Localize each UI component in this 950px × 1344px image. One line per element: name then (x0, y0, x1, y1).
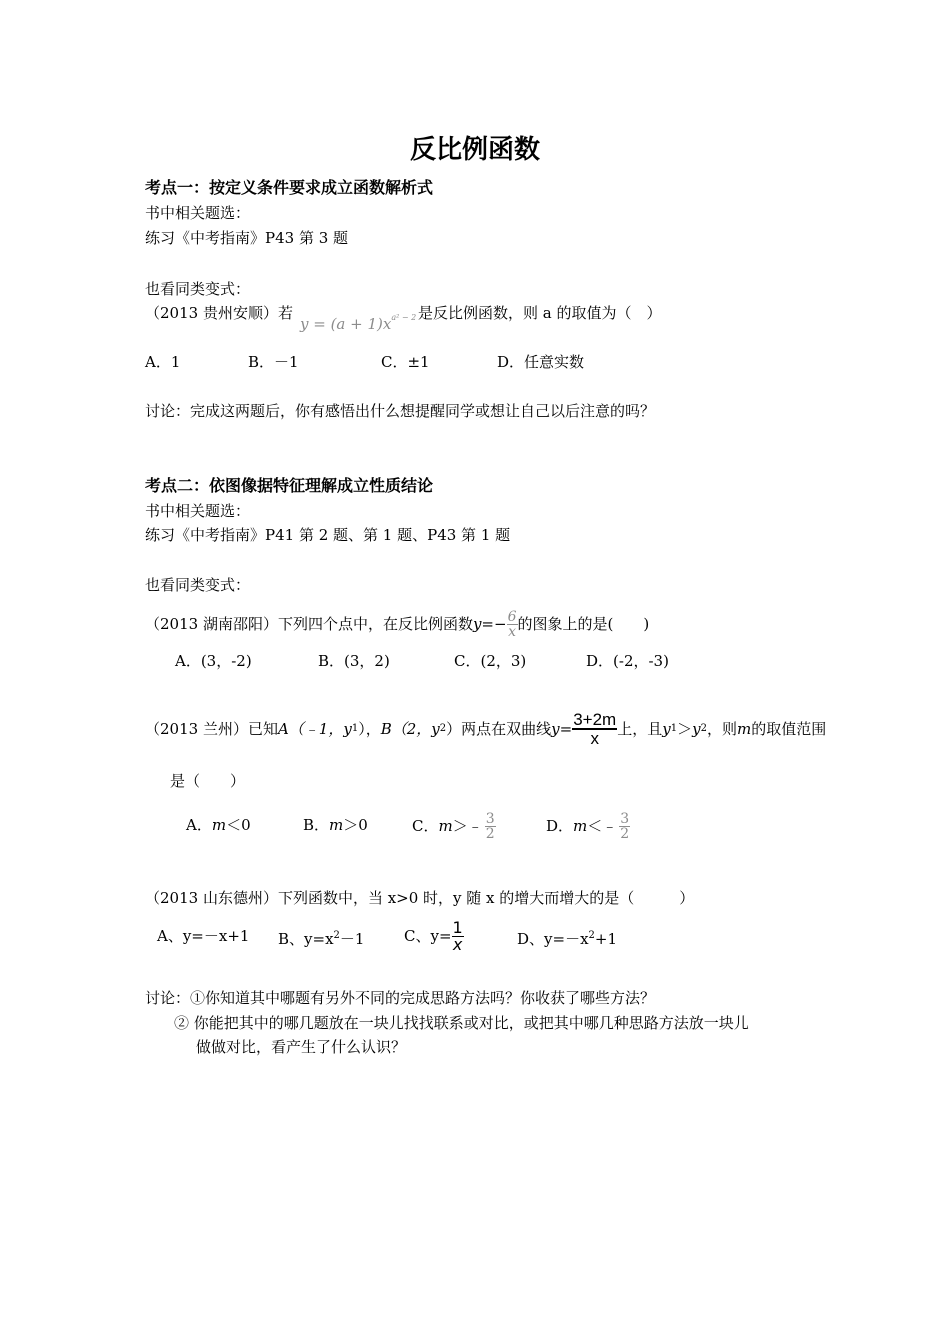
q-shaoyang-option-c: C．(2，3) (454, 652, 527, 670)
q-lanzhou-option-b-label: B． (303, 816, 330, 834)
q-shaoyang-numerator: 6 (507, 608, 517, 625)
section1-practice: 练习《中考指南》P43 第 3 题 (145, 229, 349, 247)
q-lanzhou-option-c-var: m (438, 817, 453, 835)
q-lanzhou-option-c-label: C． (412, 817, 439, 835)
q-lanzhou-option-a (186, 815, 251, 835)
q-lanzhou-prefix: （2013 兰州）已知 (145, 720, 278, 738)
q-lanzhou-option-b-rel: ＞0 (343, 816, 368, 834)
section2-variant-label: 也看同类变式： (145, 576, 251, 594)
section1-book-label: 书中相关题选： (145, 204, 251, 222)
q-lanzhou-numerator: 3+2m (573, 710, 617, 729)
section2-discussion-1: 讨论：①你知道其中哪题有另外不同的完成思路方法吗？你收获了哪些方法？ (145, 989, 656, 1007)
q-lanzhou-tail: ，则 (706, 720, 737, 738)
q-lanzhou-option-d-numerator: 3 (620, 810, 630, 827)
q-lanzhou-point-a: A（﹣1，y (277, 720, 352, 738)
q-lanzhou-line2: 是（ ） (170, 772, 246, 790)
q-shaoyang-y-eq: y=− (472, 615, 507, 633)
q-lanzhou-option-c-rel: ＞﹣ (452, 817, 483, 835)
q-lanzhou-option-c (412, 804, 496, 848)
q-lanzhou-y1-sub: 1 (670, 723, 678, 734)
q-lanzhou-tail2: 的取值范围 (751, 720, 827, 738)
q-lanzhou-option-d-denominator: 2 (620, 825, 630, 842)
q-shaoyang-option-a: A．(3，-2) (175, 652, 252, 670)
q-dezhou-option-b-pre: B、y=x (278, 930, 334, 948)
q-lanzhou-y2: y (692, 720, 701, 738)
q-dezhou-option-c (404, 913, 464, 959)
q-lanzhou-option-d-rel: ＜﹣ (587, 817, 618, 835)
q-lanzhou-option-d-var: m (573, 817, 588, 835)
section2-book-label: 书中相关题选： (145, 502, 251, 520)
q-dezhou-option-d-pre: D、y=－x (517, 930, 589, 948)
q-dezhou-option-d (517, 926, 617, 949)
q-guizhou-option-a: A．1 (145, 353, 181, 371)
section2-discussion-3: 做做对比，看产生了什么认识？ (196, 1038, 407, 1056)
q-lanzhou-denominator: x (572, 728, 617, 747)
q-dezhou-option-a: A、y=－x+1 (157, 927, 250, 945)
section1-heading: 考点一：按定义条件要求成立函数解析式 (145, 178, 434, 197)
q-dezhou-option-b (278, 926, 364, 949)
q-guizhou-option-b: B．－1 (248, 353, 299, 371)
q-lanzhou-option-d (546, 804, 630, 848)
q-shaoyang-fraction (507, 610, 518, 639)
q-lanzhou-after: 上，且 (617, 720, 663, 738)
q-guizhou-formula-body: y = (a + 1)x (300, 315, 392, 333)
page-title: 反比例函数 (409, 135, 540, 165)
q-guizhou-stem (145, 303, 293, 323)
q-dezhou-option-b-post: －1 (339, 930, 365, 948)
q-shaoyang-denominator: x (508, 623, 516, 640)
q-shaoyang-suffix: 的图象上的是( ) (517, 615, 650, 633)
q-lanzhou-y-eq: y= (551, 720, 573, 738)
q-lanzhou-option-a-var: m (211, 816, 227, 834)
q-lanzhou-y1: y (662, 720, 671, 738)
q-guizhou-suffix: 是反比例函数，则 a 的取值为（ ） (418, 304, 662, 322)
q-guizhou-prefix: （2013 贵州安顺）若 (145, 304, 293, 322)
q-lanzhou-y2-sub: 2 (700, 723, 707, 734)
q-lanzhou-option-c-denominator: 2 (485, 825, 495, 842)
q-lanzhou-fraction (572, 711, 617, 747)
q-lanzhou-option-d-label: D． (546, 817, 574, 835)
q-lanzhou-m: m (736, 720, 752, 738)
q-lanzhou-option-a-rel: ＜0 (226, 816, 251, 834)
q-dezhou-stem: （2013 山东德州）下列函数中，当 x>0 时，y 随 x 的增大而增大的是（ ） (145, 889, 695, 907)
q-lanzhou-option-c-numerator: 3 (485, 810, 495, 827)
q-lanzhou-point-b: B（2，y (380, 720, 440, 738)
q-lanzhou-stem (145, 706, 826, 752)
q-shaoyang-option-b: B．(3，2) (318, 652, 390, 670)
q-guizhou-formula (300, 313, 416, 333)
q-guizhou-option-c: C．±1 (381, 353, 430, 371)
q-dezhou-option-d-post: +1 (594, 930, 618, 948)
q-guizhou-option-d: D．任意实数 (497, 353, 585, 371)
q-lanzhou-point-a-end: ）， (358, 720, 381, 738)
section2-heading: 考点二：依图像据特征理解成立性质结论 (145, 476, 434, 495)
q-lanzhou-point-b-end: ）两点在双曲线 (446, 720, 552, 738)
q-shaoyang-option-d: D．(-2，-3) (586, 652, 669, 670)
q-dezhou-option-c-numerator: 1 (452, 917, 463, 937)
section2-discussion-2: ② 你能把其中的哪几题放在一块儿找找联系或对比，或把其中哪几种思路方法放一块儿 (174, 1014, 749, 1032)
section2-practice: 练习《中考指南》P41 第 2 题、第 1 题、P43 第 1 题 (145, 526, 511, 544)
q-lanzhou-option-b (303, 815, 368, 835)
q-shaoyang-prefix: （2013 湖南邵阳）下列四个点中，在反比例函数 (145, 615, 473, 633)
q-lanzhou-option-d-fraction (619, 812, 630, 841)
section1-discussion: 讨论：完成这两题后，你有感悟出什么想提醒同学或想让自己以后注意的吗？ (145, 402, 656, 420)
q-lanzhou-option-a-label: A． (186, 816, 212, 834)
q-lanzhou-point-b-sub: 2 (439, 723, 447, 734)
section1-variant-label: 也看同类变式： (145, 280, 251, 298)
q-dezhou-option-c-pre: C、y= (404, 927, 452, 945)
q-dezhou-option-d-sup: 2 (588, 930, 595, 941)
q-dezhou-option-c-fraction (452, 917, 464, 954)
q-dezhou-option-c-denominator: x (452, 934, 463, 954)
q-shaoyang-stem (145, 601, 649, 647)
q-guizhou-formula-exponent: a² − 2 (391, 313, 417, 322)
q-lanzhou-option-c-fraction (485, 812, 496, 841)
q-lanzhou-gt: ＞ (677, 720, 693, 738)
q-lanzhou-option-b-var: m (329, 816, 344, 834)
q-lanzhou-point-a-sub: 1 (351, 723, 359, 734)
q-dezhou-option-b-sup: 2 (333, 930, 340, 941)
